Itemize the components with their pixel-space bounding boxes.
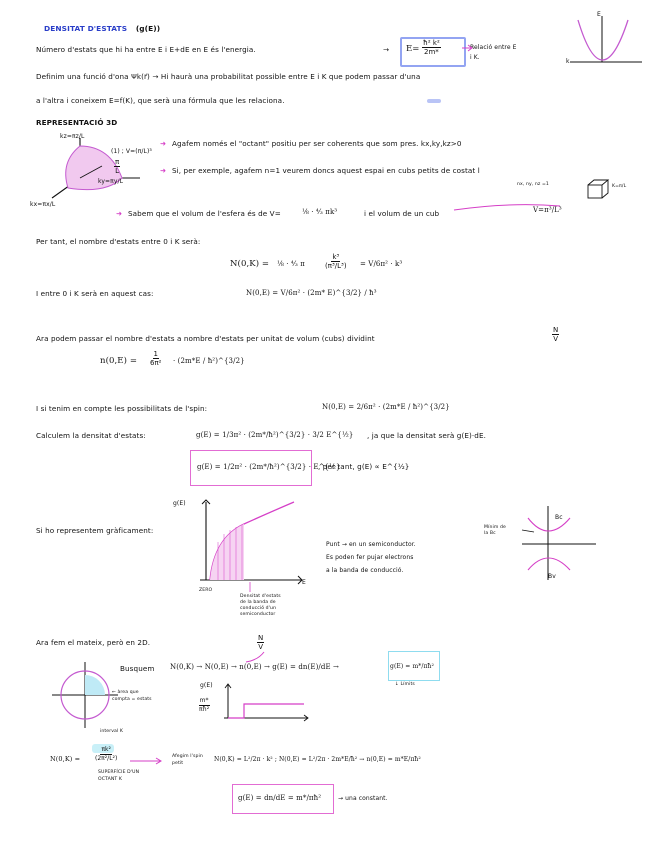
intro-line-3: a l'altra i coneixem E=f(K), que serà una fórmula que les relaciona. [36,96,285,105]
step-val-den: πħ² [199,706,210,713]
k-space-circle-diagram [50,660,120,730]
cube-note: nx, ny, nz =1 [517,182,549,187]
cube-volume-label: (1) ; V=(π/L)³ [111,148,152,155]
rep3d-line-3: Sabem que el volum de l'esfera és de V= [128,209,281,218]
band-bv-label: Bv [548,573,556,580]
density-equation: g(E) = 1/3π² · (2m*/ħ²)^{3/2} · 3/2 E^{½} [196,431,354,439]
unit-cube-icon [586,178,612,200]
per-volume-line: Ara podem passar el nombre d'estats a nombre d'estats per unitat de volum (cubs) dividint [36,334,375,343]
nk-2d-fraction [94,746,118,763]
graph-bottom-note-2: de la banda de [240,600,276,605]
graph-bottom-note-1: Densitat d'estats [240,594,281,599]
density-line: Calculem la densitat d'estats: [36,431,146,440]
nk-note-2: OCTANT K [98,777,122,782]
cube-volume-eq: V=π³/L³ [533,206,562,214]
title-function: (g(E)) [135,24,161,33]
two-d-chain-note: ↓ Límits [395,682,415,687]
relation-arrow [462,45,474,51]
n-over-v-den: V [553,335,559,343]
density-per-volume-lhs: n(0,E) = [100,356,138,366]
rep3d-line-2: Si, per exemple, agafem n=1 veurem doncs aquest espai en cubs petits de costat l [172,166,480,175]
density-per-volume-fraction [149,350,162,367]
rep3d-heading: REPRESENTACIÓ 3D [36,118,118,127]
n-over-v-num: N [553,326,559,334]
density-conclusion: , per tant, g(E) ∝ E^{½} [318,462,410,471]
graph-bottom-note-4: semiconductor [240,612,276,617]
graph-x-label: E [302,579,306,586]
graph-line: Si ho representem gràficament: [36,526,154,535]
nk-2d-num: πk² [101,746,111,753]
states-k-line: Per tant, el nombre d'estats entre 0 i K serà: [36,237,201,246]
ne-equation: N(0,E) = V/6π² · (2m* E)^{3/2} / ħ³ [246,289,377,297]
relation-note-1: Relació entre E [470,44,517,51]
two-d-pink-arrow [238,650,268,664]
two-d-chain-boxed: g(E) = m*/πħ² [390,663,434,670]
rep3d-arrow-2: ➜ [160,166,167,175]
band-min-label-1: Mínim de [484,525,506,530]
kx-label: kx=πx/L [30,201,56,208]
kz-label: kz=πz/L [60,133,85,140]
rep3d-line-3b: i el volum de un cub [364,209,440,218]
circle-note-2: compta = estats [112,697,152,702]
interval-k-label: interval K [100,729,123,734]
density-boxed-eq: g(E) = 1/2π² · (2m*/ħ²)^{3/2} · E^{½} [197,463,341,471]
mini-axis-k-label: k [566,58,570,65]
graph-note-2: Es poden fer pujar electrons [326,554,414,561]
graph-bottom-note-3: conducció d'un [240,606,277,611]
two-d-final-eq: g(E) = dn/dE = m*/πħ² [238,794,322,802]
spin-pink-arrow [130,757,164,765]
two-d-final-note: → una constant. [338,795,388,802]
k-space-octant-diagram [40,132,150,212]
graph-y-label: g(E) [173,500,186,507]
band-min-label-2: la Bc [484,531,496,536]
highlight-mark [427,99,441,103]
cube-k-label: K=π/L [612,184,627,189]
two-d-frac-num: N [258,634,264,642]
density-after-text: , ja que la densitat serà g(E)·dE. [367,431,486,440]
sphere-volume-eq: ⅛ · ⁴⁄₃ πk³ [302,208,338,216]
spin-line: I si tenim en compte les possibilitats de l'spin: [36,404,208,413]
rep3d-arrow-1: ➜ [160,139,167,148]
intro-arrow: → [383,45,390,54]
dispersion-eq-den: 2m* [423,48,439,56]
step-value-fraction [198,697,210,714]
dispersion-eq-num: ħ² k² [423,39,440,47]
nk-2d-den: (2π²/L²) [95,755,118,762]
band-bc-label: Bc [555,514,563,521]
nk-eq-fraction [324,253,348,270]
spin-note-1: Afegim l'spin [172,754,203,759]
graph-origin-label: ZERO [199,588,213,593]
spin-note-2: petit [172,761,184,766]
dpv-frac-den: 6π² [150,359,162,367]
density-per-volume-rhs: · (2m*E / ħ²)^{3/2} [173,357,245,365]
two-d-frac-den: V [258,643,264,651]
n-over-v-fraction [552,326,559,343]
nk-note-1: SUPERFÍCIE D'UN [98,770,140,775]
two-d-chain-prefix: Busquem [120,664,155,673]
relation-note-2: i K. [470,54,480,61]
two-d-n-over-v [257,634,264,651]
ky-label: ky=πy/L [98,178,124,185]
v-frac-num: π [115,158,120,166]
two-d-line: Ara fem el mateix, però en 2D. [36,638,151,647]
dispersion-eq-lhs: E= [406,44,420,54]
nk-2d-equation: N(0,K) = L²/2π · k² ; N(0,E) = L²/2π · 2m*E/ħ² → n(0,E) = m*E/πħ² [214,756,421,763]
nk-eq-rhs: = V/6π² · k³ [360,260,403,268]
spin-equation: N(0,E) = 2/6π² · (2m*E / ħ²)^{3/2} [322,403,450,411]
intro-line-1: Número d'estats que hi ha entre E i E+dE en E és l'energia. [36,45,256,54]
v-fraction [114,158,120,175]
two-d-step-plot [222,682,312,722]
rep3d-arrow-3: ➜ [116,209,123,218]
v-frac-den: L [115,167,120,175]
page-title [44,24,160,33]
nk-frac-den: (π³/L³) [325,262,347,270]
nk-eq-lhs: N(0,K) = [230,259,270,269]
dispersion-parabola-plot [566,12,646,72]
rep3d-line-1: Agafem només el "octant" positiu per ser coherents que som pres. kx,ky,kz>0 [172,139,462,148]
nk-eq-mid: ⅛ · ⁴⁄₃ π [277,260,305,268]
step-y-label: g(E) [200,682,213,689]
density-of-states-plot [196,498,306,588]
graph-note-1: Punt → en un semiconductor. [326,541,416,548]
circle-note-1: ← àrea que [112,690,139,695]
graph-note-3: a la banda de conducció. [326,567,404,574]
dpv-frac-num: 1 [153,350,158,358]
nk-2d-lhs: N(0,K) = [50,755,81,763]
mini-axis-e-label: E [597,11,601,18]
step-val-num: m* [199,697,209,704]
states-e-line: I entre 0 i K serà en aquest cas: [36,289,154,298]
dispersion-eq-fraction [422,39,441,56]
title-text: DENSITAT D'ESTATS [44,24,128,33]
intro-line-2: Definim una funció d'ona Ψk(r⃗) → Hi haurà una probabilitat possible entre E i K que podem passar d'una [36,72,421,81]
nk-frac-num: k³ [332,253,340,261]
two-d-chain: N(0,K) → N(0,E) → n(0,E) → g(E) = dn(E)/dE → [170,663,339,671]
